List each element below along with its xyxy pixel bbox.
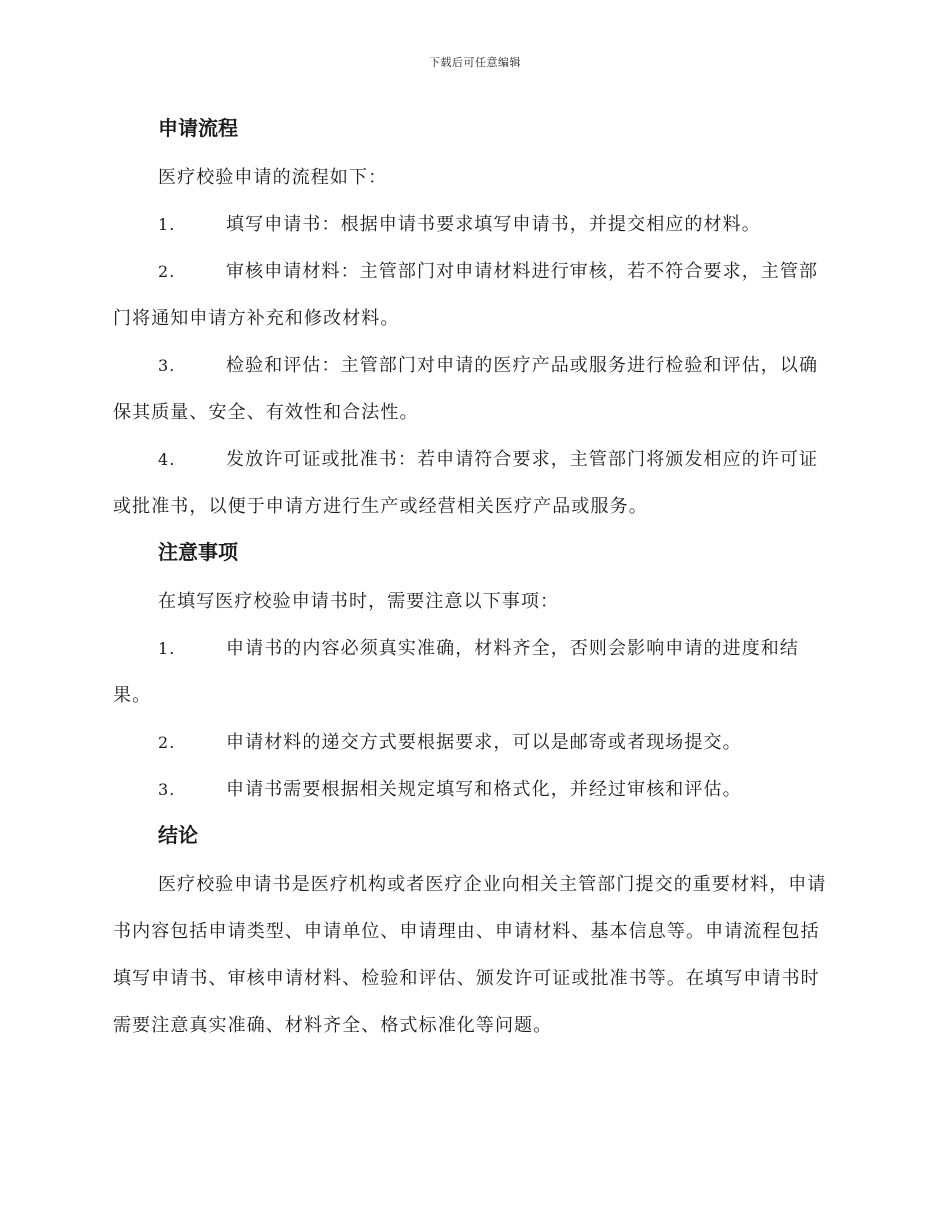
conclusion-paragraph: 医疗校验申请书是医疗机构或者医疗企业向相关主管部门提交的重要材料，申请书内容包括申请类型、申请单位、申请理由、申请材料、基本信息等。申请流程包括填写申请书、审核申请材料、检验和评估、颁发许可证或批准书等。在填写申请书时需要注意真实准确、材料齐全、格式标准化等问题。 [113,874,827,1036]
section-intro: 在填写医疗校验申请书时，需要注意以下事项： [158,591,560,612]
list-item [113,766,833,813]
list-item [113,625,833,719]
list-number: 3. [158,356,176,375]
list-text: 申请材料的递交方式要根据要求，可以是邮寄或者现场提交。 [226,732,742,753]
list-number: 1. [158,215,176,234]
list-text: 审核申请材料：主管部门对申请材料进行审核，若不符合要求，主管部门将通知申请方补充和修改材料。 [113,261,819,329]
list-item [113,342,833,436]
section-intro: 医疗校验申请的流程如下： [158,167,388,188]
list-number: 2. [158,262,176,281]
header-note: 下载后可任意编辑 [429,56,521,69]
section-heading-conclusion: 结论 [158,823,198,847]
list-number: 1. [158,639,176,658]
list-item [113,719,833,766]
section-heading-process: 申请流程 [158,116,238,140]
list-number: 4. [158,450,176,469]
list-text: 检验和评估：主管部门对申请的医疗产品或服务进行检验和评估，以确保其质量、安全、有效性和合法性。 [113,355,819,423]
list-text: 申请书的内容必须真实准确，材料齐全，否则会影响申请的进度和结果。 [113,638,799,706]
list-item [113,436,833,530]
list-text: 填写申请书：根据申请书要求填写申请书，并提交相应的材料。 [226,214,761,235]
list-number: 3. [158,780,176,799]
list-item [113,201,833,248]
document-body [113,110,833,1049]
list-item [113,248,833,342]
list-text: 申请书需要根据相关规定填写和格式化，并经过审核和评估。 [226,779,742,800]
list-number: 2. [158,733,176,752]
section-heading-notes: 注意事项 [158,540,238,564]
list-text: 发放许可证或批准书：若申请符合要求，主管部门将颁发相应的许可证或批准书，以便于申请方进行生产或经营相关医疗产品或服务。 [113,449,819,517]
